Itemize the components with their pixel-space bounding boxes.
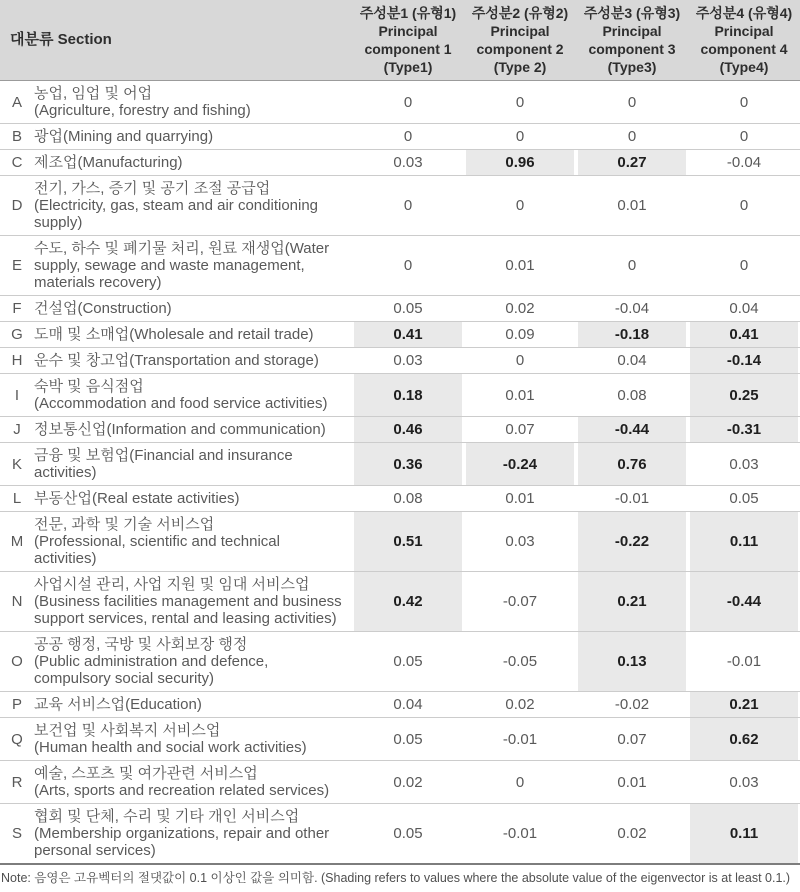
table-row — [0, 761, 800, 804]
pc2-header-ko: 주성분2 (유형2) — [471, 5, 569, 21]
value-cell: 0.01 — [576, 761, 688, 804]
section-name-en: (Education) — [125, 696, 202, 713]
table-row — [0, 176, 800, 236]
section-code: B — [0, 124, 34, 150]
value-cell: 0.03 — [688, 761, 800, 804]
value-cell: 0 — [464, 761, 576, 804]
section-name-en: (Financial and insurance activities) — [34, 447, 293, 481]
section-name-ko: 협회 및 단체, 수리 및 기타 개인 서비스업 — [34, 808, 300, 825]
value-cell-shaded: 0.36 — [352, 443, 464, 486]
table-row — [0, 81, 800, 124]
section-name-ko: 수도, 하수 및 폐기물 처리, 원료 재생업 — [34, 240, 285, 257]
section-name-en: (Arts, sports and recreation related services) — [34, 782, 330, 799]
value-cell-shaded: 0.96 — [464, 150, 576, 176]
pc2-header-en: Principal component 2 (Type 2) — [476, 23, 564, 75]
value-cell: 0 — [464, 124, 576, 150]
table-row — [0, 632, 800, 692]
value-cell: 0.05 — [688, 486, 800, 512]
value-cell: -0.04 — [576, 296, 688, 322]
section-name-ko: 부동산업 — [34, 490, 92, 507]
section-code: O — [0, 632, 34, 692]
section-code: M — [0, 512, 34, 572]
value-cell-shaded: 0.46 — [352, 417, 464, 443]
section-name — [34, 124, 352, 150]
section-name-en: (Agriculture, forestry and fishing) — [34, 102, 251, 119]
column-header-section: 대분류 Section — [0, 0, 352, 81]
table-row — [0, 443, 800, 486]
value-cell-shaded: -0.44 — [576, 417, 688, 443]
section-name-en: (Information and communication) — [106, 421, 326, 438]
pc4-header-en: Principal component 4 (Type4) — [700, 23, 788, 75]
value-cell-shaded: -0.24 — [464, 443, 576, 486]
section-name — [34, 374, 352, 417]
section-name-ko: 전문, 과학 및 기술 서비스업 — [34, 516, 215, 533]
value-cell: 0.01 — [576, 176, 688, 236]
value-cell: 0 — [464, 176, 576, 236]
section-name-ko: 운수 및 창고업 — [34, 352, 130, 369]
value-cell-shaded: 0.11 — [688, 512, 800, 572]
section-name — [34, 804, 352, 865]
value-cell: 0 — [576, 124, 688, 150]
section-name — [34, 150, 352, 176]
table-row — [0, 804, 800, 865]
value-cell: -0.04 — [688, 150, 800, 176]
section-name-en: (Wholesale and retail trade) — [129, 326, 314, 343]
value-cell: 0.01 — [464, 486, 576, 512]
section-name — [34, 572, 352, 632]
value-cell: 0.01 — [464, 374, 576, 417]
value-cell: 0.09 — [464, 322, 576, 348]
value-cell: 0 — [515, 93, 525, 111]
section-name-ko: 광업 — [34, 128, 63, 145]
section-name — [34, 692, 352, 718]
value-cell: -0.01 — [688, 632, 800, 692]
section-name-ko: 보건업 및 사회복지 서비스업 — [34, 722, 221, 739]
value-cell: 0.04 — [688, 296, 800, 322]
section-code: D — [0, 176, 34, 236]
pc1-header-en: Principal component 1 (Type1) — [364, 23, 452, 75]
table-row — [0, 296, 800, 322]
section-name-en: (Professional, scientific and technical activities) — [34, 533, 280, 567]
section-name-en: (Manufacturing) — [77, 154, 183, 171]
value-cell-shaded: 0.51 — [352, 512, 464, 572]
column-header-pc3 — [576, 0, 688, 81]
table-row — [0, 124, 800, 150]
value-cell: 0.05 — [352, 296, 464, 322]
section-name-ko: 정보통신업 — [34, 421, 107, 438]
section-code: N — [0, 572, 34, 632]
section-name-en: (Public administration and defence, compulsory social security) — [34, 653, 269, 687]
value-cell-shaded: -0.18 — [576, 322, 688, 348]
value-cell-shaded: 0.42 — [352, 572, 464, 632]
value-cell: 0.05 — [352, 632, 464, 692]
section-code: J — [0, 417, 34, 443]
section-name-en: (Mining and quarrying) — [62, 128, 214, 145]
value-cell-shaded: 0.21 — [576, 572, 688, 632]
column-header-pc4 — [688, 0, 800, 81]
section-name — [34, 761, 352, 804]
column-header-pc2 — [464, 0, 576, 81]
section-name — [34, 718, 352, 761]
value-cell: 0.07 — [464, 417, 576, 443]
value-cell: -0.07 — [464, 572, 576, 632]
value-cell-shaded: 0.21 — [688, 692, 800, 718]
value-cell: 0.04 — [576, 348, 688, 374]
pc4-header-ko: 주성분4 (유형4) — [695, 5, 793, 21]
table-row — [0, 572, 800, 632]
value-cell: 0.05 — [352, 718, 464, 761]
table-row — [0, 486, 800, 512]
section-name-ko: 전기, 가스, 증기 및 공기 조절 공급업 — [34, 180, 271, 197]
value-cell: 0.03 — [464, 512, 576, 572]
pc3-header-en: Principal component 3 (Type3) — [588, 23, 676, 75]
value-cell: 0.07 — [576, 718, 688, 761]
value-cell: 0.02 — [352, 761, 464, 804]
section-code: Q — [0, 718, 34, 761]
section-name — [34, 443, 352, 486]
value-cell: -0.01 — [464, 718, 576, 761]
value-cell: -0.05 — [464, 632, 576, 692]
section-code: K — [0, 443, 34, 486]
value-cell: 0 — [688, 176, 800, 236]
table-row — [0, 374, 800, 417]
section-code: G — [0, 322, 34, 348]
section-name-ko: 도매 및 소매업 — [34, 326, 130, 343]
value-cell: 0.02 — [464, 296, 576, 322]
value-cell: 0 — [576, 236, 688, 296]
section-name-ko: 공공 행정, 국방 및 사회보장 행정 — [34, 636, 248, 653]
section-name — [34, 176, 352, 236]
value-cell-shaded: -0.22 — [576, 512, 688, 572]
section-name-en: (Membership organizations, repair and other personal services) — [34, 825, 330, 859]
value-cell-shaded: 0.62 — [688, 718, 800, 761]
value-cell: 0.08 — [576, 374, 688, 417]
value-cell: 0.04 — [352, 692, 464, 718]
section-name-ko: 건설업 — [34, 300, 78, 317]
section-name-ko: 교육 서비스업 — [34, 696, 126, 713]
value-cell-shaded: 0.41 — [688, 322, 800, 348]
section-code: P — [0, 692, 34, 718]
section-name-en: (Business facilities management and business support services, rental and leasing activities) — [34, 593, 342, 627]
value-cell: 0 — [464, 348, 576, 374]
value-cell: 0.02 — [576, 804, 688, 865]
value-cell: 0.08 — [352, 486, 464, 512]
section-name — [34, 322, 352, 348]
value-cell: 0 — [403, 93, 413, 111]
value-cell: 0 — [688, 236, 800, 296]
value-cell: 0 — [688, 124, 800, 150]
section-name-en: (Real estate activities) — [91, 490, 240, 507]
table-header — [0, 0, 800, 81]
value-cell: 0.01 — [464, 236, 576, 296]
section-name-ko: 숙박 및 음식점업 — [34, 378, 144, 395]
section-name — [34, 486, 352, 512]
section-name — [34, 81, 352, 124]
section-name-ko: 사업시설 관리, 사업 지원 및 임대 서비스업 — [34, 576, 310, 593]
value-cell: 0 — [352, 236, 464, 296]
value-cell-shaded: 0.25 — [688, 374, 800, 417]
section-name-en: (Human health and social work activities) — [34, 739, 307, 756]
table-row — [0, 150, 800, 176]
pc3-header-ko: 주성분3 (유형3) — [583, 5, 681, 21]
value-cell: 0 — [739, 93, 749, 111]
value-cell: 0 — [352, 124, 464, 150]
section-name-ko: 금융 및 보험업 — [34, 447, 130, 464]
section-code: H — [0, 348, 34, 374]
table-row — [0, 692, 800, 718]
section-code: R — [0, 761, 34, 804]
table-row — [0, 322, 800, 348]
section-name-ko: 농업, 임업 및 어업 — [34, 85, 153, 102]
section-code: A — [11, 93, 22, 111]
value-cell: -0.02 — [576, 692, 688, 718]
value-cell: 0.02 — [464, 692, 576, 718]
section-name-en: (Electricity, gas, steam and air conditioning supply) — [34, 197, 319, 231]
section-code: L — [0, 486, 34, 512]
section-code: I — [0, 374, 34, 417]
section-name — [34, 417, 352, 443]
value-cell: 0.03 — [352, 150, 464, 176]
value-cell-shaded: 0.76 — [576, 443, 688, 486]
table-body — [0, 81, 800, 865]
section-code: C — [0, 150, 34, 176]
section-name — [34, 348, 352, 374]
section-name — [34, 296, 352, 322]
section-name — [34, 512, 352, 572]
section-name-en: (Construction) — [77, 300, 172, 317]
table-row — [0, 718, 800, 761]
section-code: F — [0, 296, 34, 322]
value-cell-shaded: 0.27 — [576, 150, 688, 176]
value-cell: 0.03 — [688, 443, 800, 486]
section-name-en: (Water supply, sewage and waste management, materials recovery) — [34, 240, 330, 291]
table-row — [0, 512, 800, 572]
value-cell-shaded: 0.18 — [352, 374, 464, 417]
value-cell-shaded: 0.41 — [352, 322, 464, 348]
value-cell: 0 — [627, 93, 637, 111]
section-code: S — [0, 804, 34, 865]
value-cell-shaded: -0.14 — [688, 348, 800, 374]
section-code: E — [0, 236, 34, 296]
section-name-ko: 예술, 스포츠 및 여가관련 서비스업 — [34, 765, 258, 782]
value-cell: 0 — [352, 176, 464, 236]
table-row — [0, 236, 800, 296]
value-cell-shaded: -0.44 — [688, 572, 800, 632]
section-name-ko: 제조업 — [34, 154, 78, 171]
table-header-row — [0, 0, 800, 81]
table-row — [0, 417, 800, 443]
value-cell: -0.01 — [576, 486, 688, 512]
pc1-header-ko: 주성분1 (유형1) — [359, 5, 457, 21]
table-footnote: Note: 음영은 고유벡터의 절댓값이 0.1 이상인 값을 의미함. (Shading refers to values where the absolute value of the eigenvector is at least 0.1.) — [1, 871, 791, 885]
value-cell-shaded: -0.31 — [688, 417, 800, 443]
section-name-en: (Accommodation and food service activities) — [34, 395, 328, 412]
value-cell: 0.05 — [352, 804, 464, 865]
section-name — [34, 236, 352, 296]
section-name-en: (Transportation and storage) — [129, 352, 319, 369]
value-cell: -0.01 — [464, 804, 576, 865]
value-cell-shaded: 0.11 — [688, 804, 800, 865]
table-row — [0, 348, 800, 374]
value-cell: 0.03 — [352, 348, 464, 374]
column-header-pc1 — [352, 0, 464, 81]
value-cell-shaded: 0.13 — [576, 632, 688, 692]
section-name — [34, 632, 352, 692]
